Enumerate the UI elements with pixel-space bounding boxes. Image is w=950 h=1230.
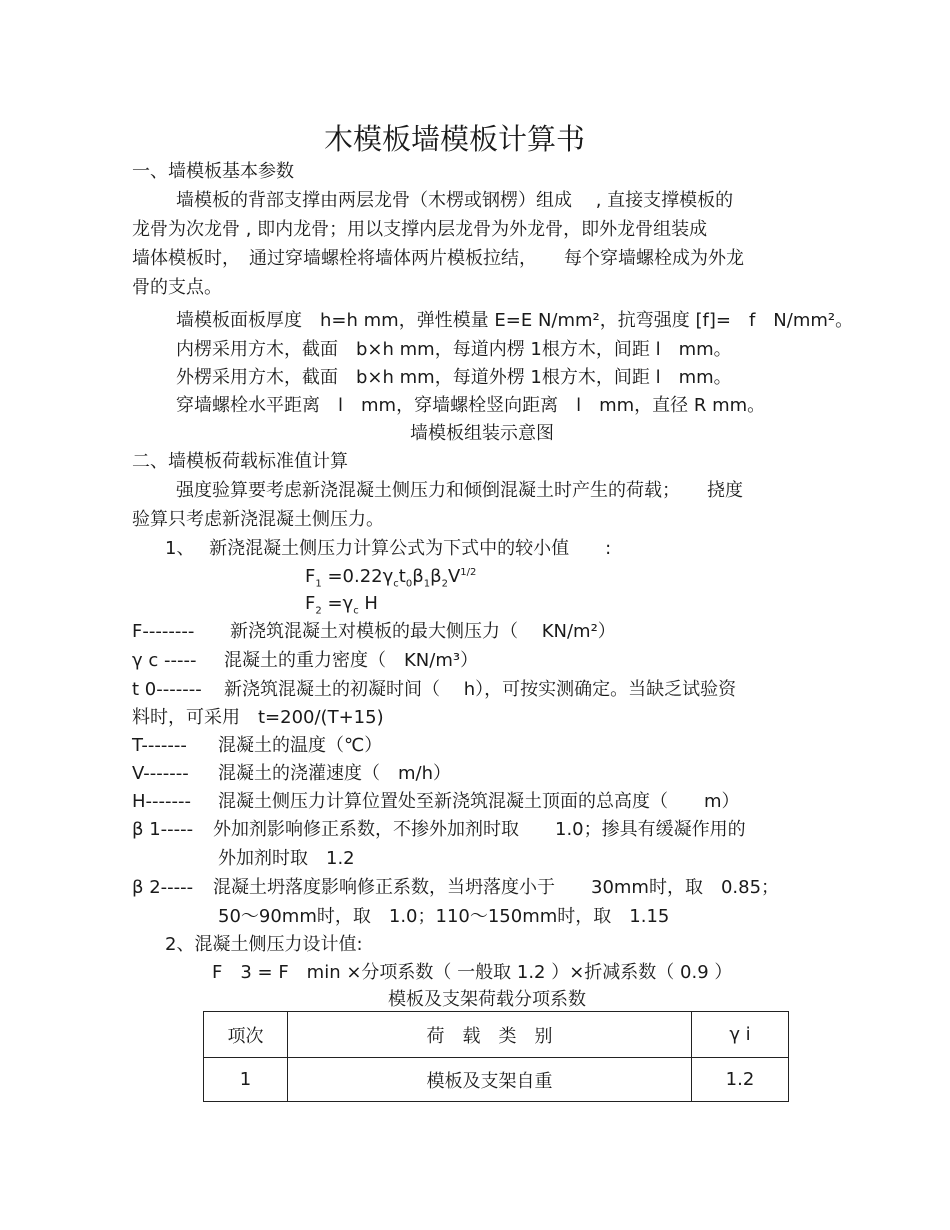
param-line: 墙模板面板厚度 h=h mm，弹性模量 E=E N/mm²，抗弯强度 [f]= f N/mm²。 [176,310,854,331]
param-line: 内楞采用方木，截面 b×h mm，每道内楞 1根方木，间距 l mm。 [176,339,732,360]
formula-f2-h: H [358,593,378,614]
table-header-row [204,1012,789,1058]
formula-f1-v: V [447,566,461,587]
table-header-cell: 荷 载 类 别 [288,1012,692,1058]
formula-f2-lhs: F [305,593,316,614]
def-text: 外加剂影响修正系数，不掺外加剂时取 1.0；掺具有缓凝作用的 [213,819,746,840]
item2-text: 2、混凝土侧压力设计值: [165,934,363,955]
table-caption: 模板及支架荷载分项系数 [388,989,586,1010]
def-text: 50～90mm时，取 1.0；110～150mm时，取 1.15 [218,906,670,927]
formula-f1-t: t [398,566,406,587]
def-text: 混凝土坍落度影响修正系数，当坍落度小于 30mm时，取 0.85； [213,877,780,898]
def-text: 新浇筑混凝土的初凝时间（ h），可按实测确定。当缺乏试验资 [224,679,737,700]
def-symbol: T------- [132,735,187,756]
section1-para-line: 骨的支点。 [132,277,222,298]
formula-f1 [305,565,476,589]
load-factor-table [203,1011,789,1102]
section1-para-line: 龙骨为次龙骨 , 即内龙骨；用以支撑内层龙骨为外龙骨，即外龙骨组装成 [132,219,708,240]
formula-f1-v-sup: 1/2 [460,567,477,578]
formula-f1-sub: 1 [315,578,322,590]
formula-f1-rhs: =0.22γ [321,566,394,587]
formula-f2 [305,592,378,616]
def-text: 混凝土侧压力计算位置处至新浇筑混凝土顶面的总高度（ m） [218,791,740,812]
formula-f3: F 3 = F min ×分项系数（ 一般取 1.2 ）×折减系数（ 0.9 ） [212,962,733,983]
section2-para-line: 验算只考虑新浇混凝土侧压力。 [132,509,384,530]
table-row [204,1058,789,1102]
table-header-cell: γ i [692,1012,789,1058]
section1-para-line: 墙模板的背部支撑由两层龙骨（木楞或钢楞）组成 , 直接支撑模板的 [176,190,734,211]
formula-f2-gamma-sub: c [353,605,359,617]
def-text: 混凝土的温度（℃） [218,735,383,756]
param-line: 穿墙螺栓水平距离 l mm，穿墙螺栓竖向距离 l mm，直径 R mm。 [176,395,766,416]
diagram-caption: 墙模板组装示意图 [410,423,554,444]
formula-f1-beta2-sub: 2 [441,578,448,590]
def-text: 新浇筑混凝土对模板的最大侧压力（ KN/m²） [230,621,616,642]
table-cell: 1.2 [692,1058,789,1102]
def-symbol: H------- [132,791,192,812]
section2-heading: 二、墙模板荷载标准值计算 [132,451,348,472]
formula-f2-sub: 2 [315,605,322,617]
def-symbol: F-------- [132,621,195,642]
def-symbol: β 1----- [132,819,194,840]
def-symbol: β 2----- [132,877,194,898]
page-title: 木模板墙模板计算书 [324,122,586,156]
def-symbol: t 0------- [132,679,202,700]
item1-text: 1、 新浇混凝土侧压力计算公式为下式中的较小值 : [165,538,612,559]
formula-f1-beta2: β [430,566,442,587]
param-line: 外楞采用方木，截面 b×h mm，每道外楞 1根方木，间距 l mm。 [176,367,732,388]
def-text: 外加剂时取 1.2 [218,848,355,869]
section1-heading: 一、墙模板基本参数 [132,161,294,182]
def-symbol: γ c ----- [132,650,197,671]
def-text: 料时，可采用 t=200/(T+15) [132,707,384,728]
formula-f1-t-sub: 0 [405,578,413,590]
table-header-cell: 项次 [204,1012,288,1058]
formula-f1-beta1: β [412,566,424,587]
table-cell: 1 [204,1058,288,1102]
table-cell: 模板及支架自重 [288,1058,692,1102]
section2-para-line: 强度验算要考虑新浇混凝土侧压力和倾倒混凝土时产生的荷载； 挠度 [176,480,743,501]
formula-f2-rhs: =γ [321,593,354,614]
def-text: 混凝土的重力密度（ KN/m³） [224,650,479,671]
def-symbol: V------- [132,763,189,784]
formula-f1-beta1-sub: 1 [423,578,431,590]
def-text: 混凝土的浇灌速度（ m/h） [218,763,452,784]
formula-f1-lhs: F [305,566,316,587]
formula-f1-gamma-sub: c [393,578,399,590]
section1-para-line: 墙体模板时， 通过穿墙螺栓将墙体两片模板拉结， 每个穿墙螺栓成为外龙 [132,248,744,269]
